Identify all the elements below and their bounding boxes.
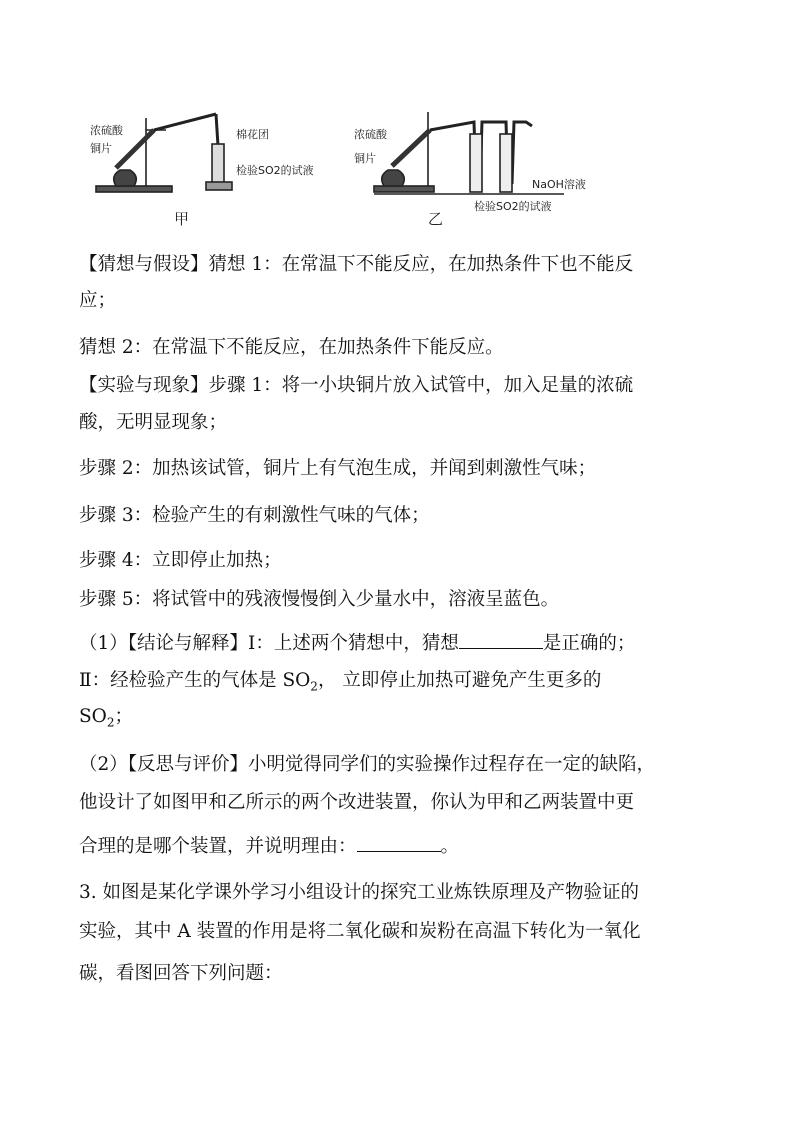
step-4: 步骤 4：立即停止加热；	[79, 550, 282, 571]
question-2-line-2: 他设计了如图甲和乙所示的两个改进装置，你认为甲和乙两装置中更	[79, 792, 635, 813]
label-jia-copper: 铜片	[90, 142, 112, 155]
q1-line3-subscript: 2	[106, 715, 115, 730]
label-yi-acid: 浓硫酸	[354, 128, 387, 141]
q2-line3-a: 合理的是哪个装置，并说明理由：	[79, 836, 357, 857]
question-1-line-2	[79, 664, 729, 704]
step-2: 步骤 2：加热该试管，铜片上有气泡生成，并闻到刺激性气味；	[79, 458, 597, 479]
q1-line3-b: ；	[114, 706, 133, 727]
experiment-continued: 酸，无明显现象；	[79, 412, 228, 433]
q1-line3-a: SO	[79, 706, 107, 727]
label-jia-cotton: 棉花团	[236, 128, 269, 141]
question-3-line-2: 实验，其中 A 装置的作用是将二氧化碳和炭粉在高温下转化为一氧化	[79, 921, 641, 942]
q1-text-b: 是正确的；	[542, 633, 636, 654]
question-3-line-3: 碳，看图回答下列问题：	[79, 963, 283, 984]
label-yi-copper: 铜片	[354, 152, 376, 165]
label-yi-naoh: NaOH溶液	[532, 178, 586, 191]
guess-2: 猜想 2：在常温下不能反应，在加热条件下能反应。	[79, 337, 504, 358]
caption-jia: 甲	[174, 210, 190, 228]
label-jia-acid: 浓硫酸	[90, 124, 123, 137]
q1-line2-b: ， 立即停止加热可避免产生更多的	[317, 670, 602, 691]
hypothesis-continued: 应；	[79, 290, 117, 311]
question-3-line-1: 3. 如图是某化学课外学习小组设计的探究工业炼铁原理及产物验证的	[79, 882, 640, 903]
question-1-line-3	[79, 700, 729, 740]
apparatus-figure	[76, 100, 596, 236]
q1-line2-a: Ⅱ：经检验产生的气体是 SO	[79, 670, 311, 691]
step-3: 步骤 3：检验产生的有刺激性气味的气体；	[79, 505, 430, 526]
q1-text-a: （1）【结论与解释】Ⅰ：上述两个猜想中，猜想	[79, 633, 459, 654]
label-jia-test-liquid: 检验SO2的试液	[236, 164, 314, 177]
apparatus-drawing	[76, 100, 596, 236]
hypothesis-line: 【猜想与假设】猜想 1：在常温下不能反应，在加热条件下也不能反	[79, 254, 634, 275]
step-5: 步骤 5：将试管中的残液慢慢倒入少量水中，溶液呈蓝色。	[79, 589, 560, 610]
question-2-line-1: （2）【反思与评价】小明觉得同学们的实验操作过程存在一定的缺陷，	[79, 754, 656, 775]
question-2-line-3	[79, 830, 729, 863]
label-yi-test-liquid: 检验SO2的试液	[474, 200, 552, 213]
q2-line3-b: 。	[440, 836, 460, 857]
q2-answer-blank[interactable]	[357, 831, 441, 852]
q1-answer-blank[interactable]	[459, 628, 543, 649]
experiment-line: 【实验与现象】步骤 1：将一小块铜片放入试管中，加入足量的浓硫	[79, 375, 634, 396]
caption-yi: 乙	[428, 210, 444, 228]
question-1-line-1	[79, 627, 729, 660]
q1-subscript: 2	[310, 679, 318, 694]
